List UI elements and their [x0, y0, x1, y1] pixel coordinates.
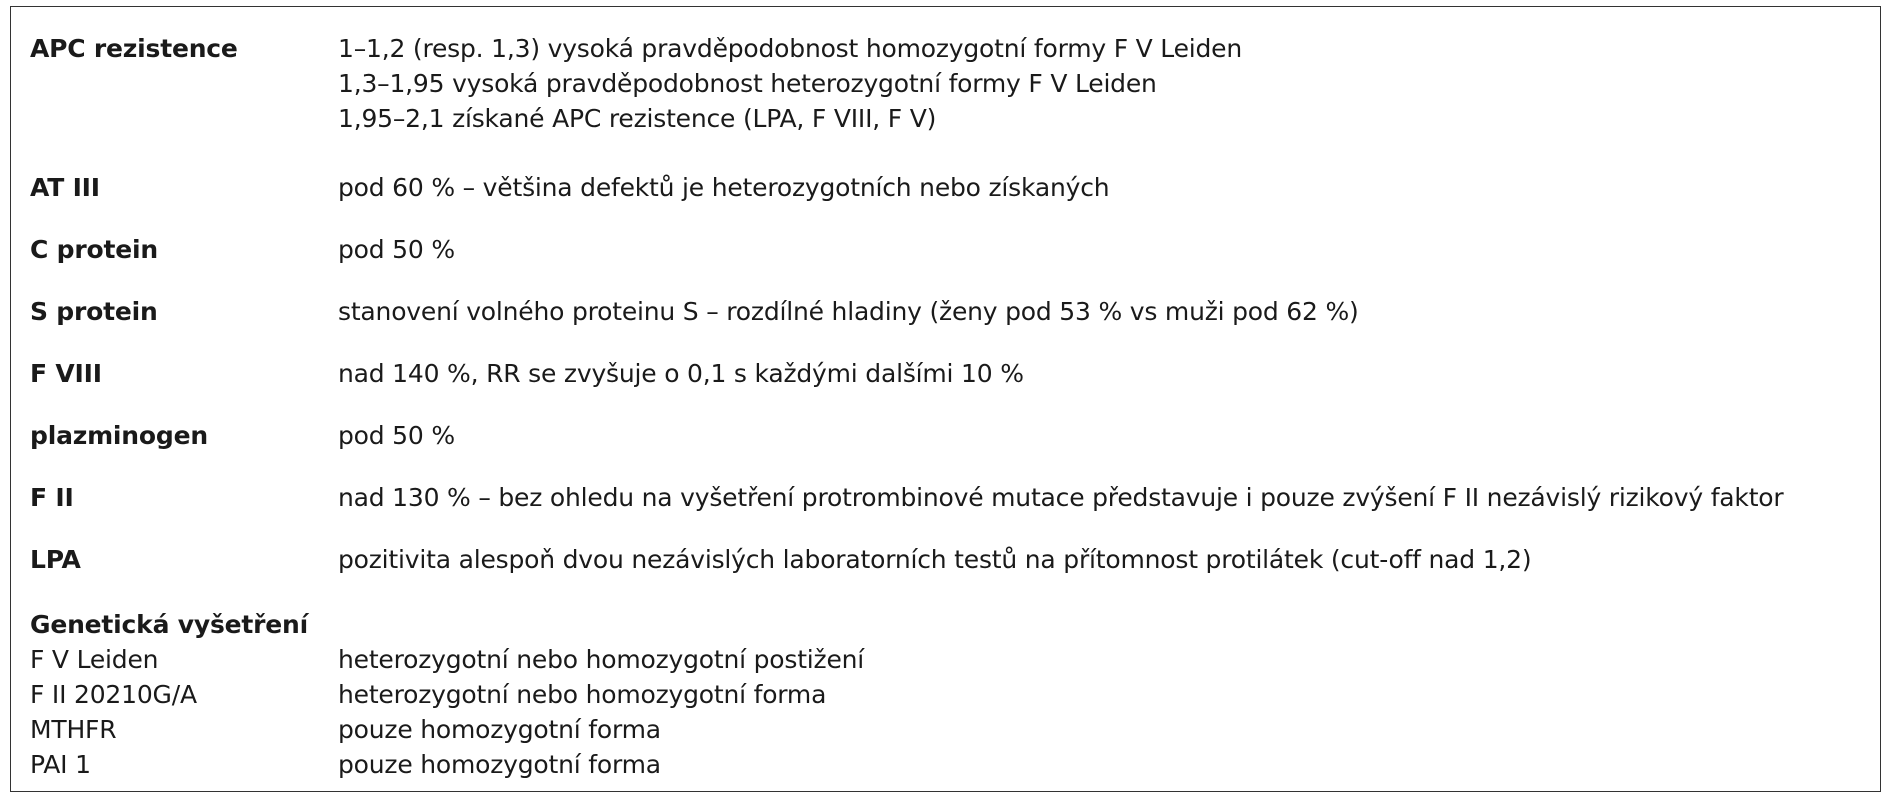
row-value: nad 140 %, RR se zvyšuje o 0,1 s každými dalšími 10 %: [338, 359, 1024, 388]
row-value-line: 1,95–2,1 získané APC rezistence (LPA, F VIII, F V): [338, 104, 937, 133]
row-label: C protein: [30, 235, 158, 264]
row-value: pozitivita alespoň dvou nezávislých laboratorních testů na přítomnost protilátek (cut-off nad 1,2): [338, 545, 1532, 574]
row-value-line: 1–1,2 (resp. 1,3) vysoká pravděpodobnost homozygotní formy F V Leiden: [338, 34, 1242, 63]
genetic-item-label: PAI 1: [30, 750, 91, 779]
row-value: pod 60 % – většina defektů je heterozygotních nebo získaných: [338, 173, 1110, 202]
genetic-item-label: MTHFR: [30, 715, 117, 744]
genetic-item-label: F V Leiden: [30, 645, 159, 674]
row-value: [338, 31, 1242, 136]
genetic-item-value: heterozygotní nebo homozygotní postižení: [338, 645, 865, 674]
row-value: pod 50 %: [338, 421, 455, 450]
row-label: LPA: [30, 545, 81, 574]
genetic-item-value: heterozygotní nebo homozygotní forma: [338, 680, 827, 709]
row-value-line: 1,3–1,95 vysoká pravděpodobnost heterozygotní formy F V Leiden: [338, 69, 1157, 98]
genetic-item-value: pouze homozygotní forma: [338, 715, 661, 744]
row-label: F II: [30, 483, 74, 512]
genetic-item-label: F II 20210G/A: [30, 680, 197, 709]
genetic-section-heading: Genetická vyšetření: [30, 610, 308, 639]
row-label: APC rezistence: [30, 34, 238, 63]
row-label: AT III: [30, 173, 100, 202]
row-value: pod 50 %: [338, 235, 455, 264]
row-value: nad 130 % – bez ohledu na vyšetření protrombinové mutace představuje i pouze zvýšení F II nezávislý rizikový faktor: [338, 483, 1784, 512]
lab-criteria-table: [10, 6, 1881, 792]
row-value: stanovení volného proteinu S – rozdílné hladiny (ženy pod 53 % vs muži pod 62 %): [338, 297, 1359, 326]
genetic-item-value: pouze homozygotní forma: [338, 750, 661, 779]
row-label: plazminogen: [30, 421, 208, 450]
row-label: F VIII: [30, 359, 102, 388]
row-label: S protein: [30, 297, 158, 326]
